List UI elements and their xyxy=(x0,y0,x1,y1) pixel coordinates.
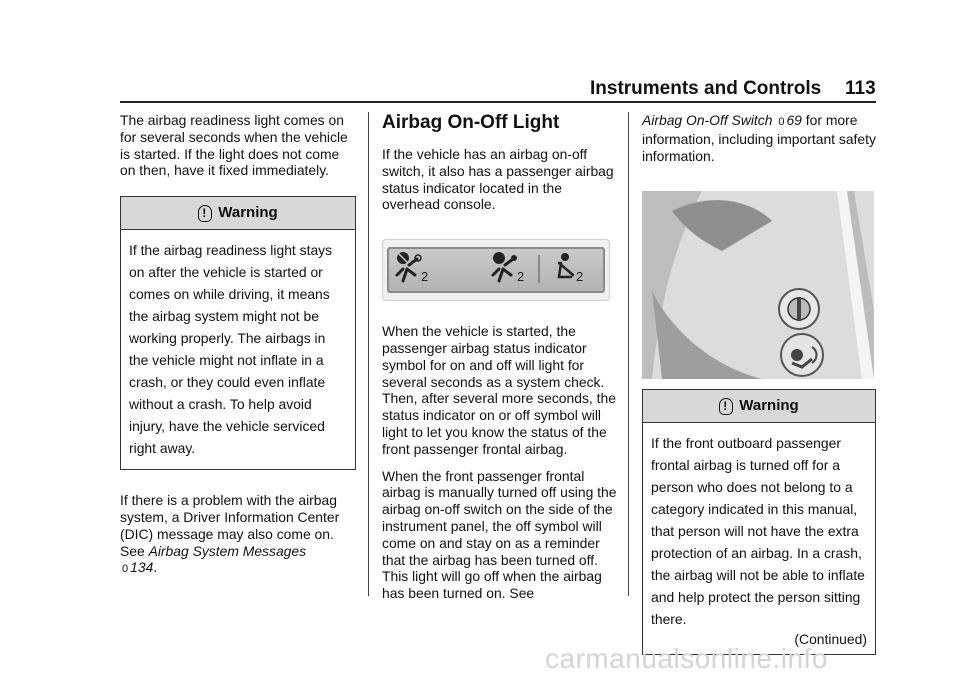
switch-ref-rest: for more information, including important safety information. xyxy=(642,112,876,164)
watermark: carmanualsonline.info xyxy=(545,643,828,674)
warning-header-1 xyxy=(121,197,355,230)
warning-header-2 xyxy=(643,390,875,423)
dic-paragraph xyxy=(120,492,356,578)
warning-body-1: If the airbag readiness light stays on after the vehicle is started or comes on while driving, it means the airbag system might not be working properly. The airbags in the vehicle might not inflate in a crash, or they could even inflate without a crash. To help avoid injury, have the vehicle serviced right away. xyxy=(129,242,333,457)
column-divider-2 xyxy=(628,112,629,596)
column-2 xyxy=(382,112,618,602)
airbag-switch-illustration xyxy=(642,191,874,379)
dic-text: If there is a problem with the airbag system, a Driver Information Center (DIC) message may also come on. See xyxy=(120,492,340,559)
airbag-off-symbol xyxy=(397,252,421,281)
dic-ref-page[interactable]: 134 xyxy=(130,559,154,576)
passenger-airbag-label-disc xyxy=(781,334,823,376)
page-reference-icon: 0 xyxy=(122,563,129,576)
warning-icon xyxy=(719,398,733,415)
airbag-system-messages-link[interactable]: Airbag System Messages xyxy=(148,542,307,559)
warning-box-2 xyxy=(642,389,876,655)
warning-title-1: Warning xyxy=(218,203,278,221)
warning-icon xyxy=(198,205,212,222)
indicator-symbols xyxy=(389,249,605,289)
page-number: 113 xyxy=(845,78,876,99)
airbag-on-off-switch-link[interactable]: Airbag On-Off Switch xyxy=(642,112,773,128)
indicator-label-3: 2 xyxy=(576,269,584,285)
warning-text-2: If the front outboard passenger frontal airbag is turned off for a person who does not belong to a category indicated in this manual, that person will not have the extra protection of an airbag. In a crash, the airbag will not be able to inflate and help protect the person sitting there. xyxy=(651,435,865,628)
switch-ref-page[interactable]: 69 xyxy=(786,112,802,128)
warning-body-2 xyxy=(643,423,875,654)
section-heading: Airbag On-Off Light xyxy=(382,112,560,133)
airbag-switch-knob xyxy=(779,289,819,329)
continued-label: (Continued) xyxy=(794,631,867,648)
column-1 xyxy=(120,112,356,578)
airbag-switch-photo xyxy=(642,191,874,379)
readiness-intro-paragraph: The airbag readiness light comes on for several seconds when the vehicle is started. If the light does not come on then, have it fixed immediately. xyxy=(120,112,348,179)
indicator-label-1: 2 xyxy=(421,269,429,285)
column-3 xyxy=(642,112,876,655)
page-header-title: Instruments and Controls xyxy=(590,78,822,99)
indicator-label-2: 2 xyxy=(517,269,525,285)
warning-title-2: Warning xyxy=(739,396,799,414)
manual-off-paragraph: When the front passenger frontal airbag is manually turned off using the airbag on-off switch on the side of the instrument panel, the off symbol will come on and stay on as a reminder that the airbag has been turned off. This light will go off when the airbag has been turned on. See xyxy=(382,467,617,602)
system-check-paragraph: When the vehicle is started, the passenger airbag status indicator symbol for on and off will light for several seconds as a system check. Then, after several more seconds, the status indicator on or off symbol will light to let you know the status of the front passenger frontal airbag. xyxy=(382,323,616,457)
seatbelt-symbol xyxy=(559,253,573,277)
page-reference-icon: 0 xyxy=(778,116,785,128)
passenger-airbag-indicator-panel xyxy=(382,239,610,301)
on-off-intro-paragraph: If the vehicle has an airbag on-off switch, it also has a passenger airbag status indicator located in the overhead console. xyxy=(382,146,614,213)
airbag-on-symbol xyxy=(493,252,517,281)
dic-end: . xyxy=(153,559,158,576)
warning-box-1 xyxy=(120,196,356,470)
column-divider-1 xyxy=(368,112,369,596)
switch-ref-paragraph xyxy=(642,112,876,164)
header-rule xyxy=(120,101,876,103)
